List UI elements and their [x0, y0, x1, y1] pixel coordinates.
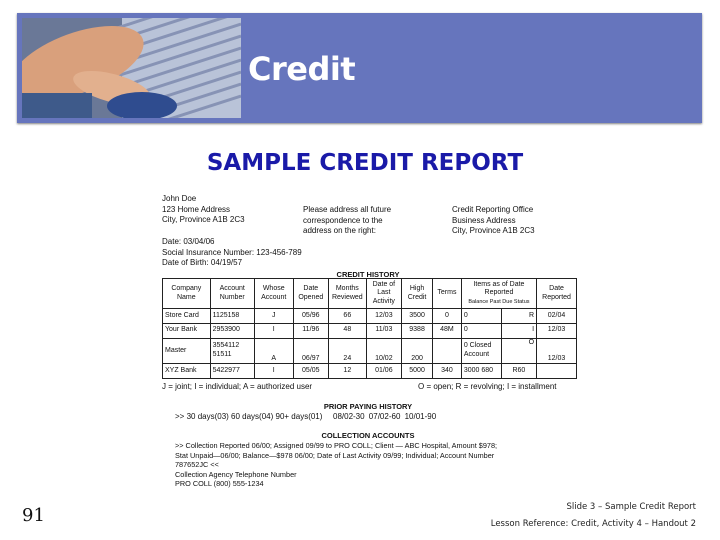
banner-title: Credit [248, 50, 356, 88]
whose-account-legend: J = joint; I = individual; A = authorized user [162, 382, 313, 391]
table-row: Master 3554112 51511 A 06/97 24 10/02 200 0 Closed Account O 12/03 [163, 338, 577, 364]
page-number: 91 [22, 505, 45, 526]
column-header: Date Opened [293, 279, 328, 309]
credit-history-table [162, 278, 577, 379]
slide-reference: Slide 3 – Sample Credit Report [566, 502, 696, 512]
credit-history-title: CREDIT HISTORY [336, 270, 400, 279]
personal-info: Date: 03/04/06 Social Insurance Number: 123-456-789 Date of Birth: 04/19/57 [162, 237, 302, 267]
collection-accounts-title: COLLECTION ACCOUNTS [321, 431, 415, 440]
terms-legend: O = open; R = revolving; I = installment [418, 382, 557, 391]
table-header-row [163, 279, 577, 309]
column-header: Months Reviewed [329, 279, 367, 309]
lesson-reference: Lesson Reference: Credit, Activity 4 – Handout 2 [490, 519, 696, 529]
column-header: High Credit [402, 279, 433, 309]
slide-heading: SAMPLE CREDIT REPORT [206, 150, 524, 176]
table-row: XYZ Bank 5422977 I 05/05 12 01/06 5000 340 3000 680 R60 [163, 364, 577, 379]
credit-report-document [153, 186, 583, 489]
correspondence-notice: Please address all future correspondence to the address on the right: [303, 205, 392, 235]
column-header: Date Reported [537, 279, 577, 309]
column-header: Account Number [210, 279, 254, 309]
prior-paying-dates: 08/02-30 07/02-60 10/01-90 [333, 412, 437, 421]
column-header: Whose Account [254, 279, 293, 309]
consumer-address: John Doe 123 Home Address City, Province A1B 2C3 [162, 194, 245, 224]
table-row: Store Card 1125158 J 05/96 66 12/03 3500 0 0 R 02/04 [163, 309, 577, 324]
table-row: Your Bank 2953900 I 11/96 48 11/03 9388 48M 0 I 12/03 [163, 323, 577, 338]
collection-accounts-text: >> Collection Reported 06/00; Assigned 09/99 to PRO COLL; Client — ABC Hospital, Amount $978; Stat Unpaid—06/00; Balance—$978 06/00; Date of Last Activity 09/99; Individual; Account Number 787652JC << Collection Agency Telephone Number PRO COLL (800) 555-1234 [175, 441, 498, 488]
office-address: Credit Reporting Office Business Address City, Province A1B 2C3 [452, 205, 535, 235]
column-header-items: Items as of Date Reported Balance Past Due Status [461, 279, 536, 309]
column-header: Terms [433, 279, 462, 309]
column-header: Company Name [163, 279, 211, 309]
banner-photo [22, 18, 241, 118]
prior-paying-days: >> 30 days(03) 60 days(04) 90+ days(01) [175, 412, 323, 421]
column-header: Date of Last Activity [366, 279, 401, 309]
prior-paying-history-title: PRIOR PAYING HISTORY [323, 402, 413, 411]
